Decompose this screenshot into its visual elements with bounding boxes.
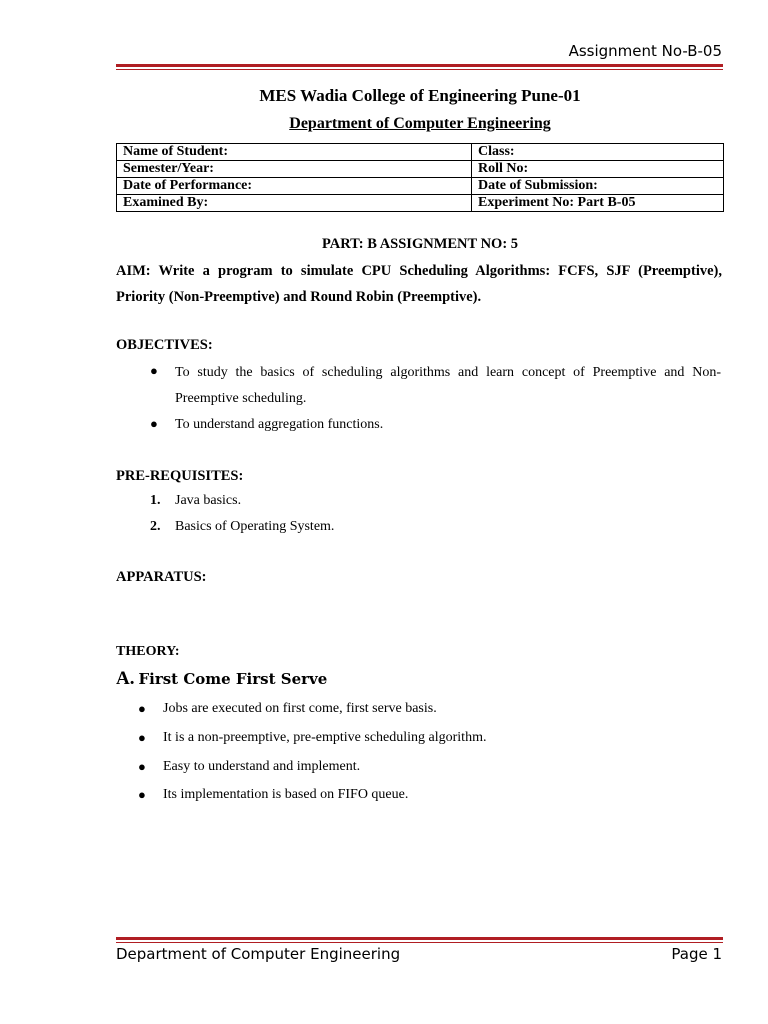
header-rule-thick: [116, 64, 723, 67]
section-a-title: [116, 668, 327, 690]
table-row: [117, 195, 724, 212]
bullet-icon: ●: [150, 363, 158, 378]
theory-heading: THEORY:: [116, 644, 180, 659]
table-row: [117, 178, 724, 195]
bullet-icon: ●: [150, 416, 158, 431]
prerequisite-item: Java basics.: [175, 493, 242, 508]
department-title: Department of Computer Engineering: [289, 115, 551, 132]
semester-year-cell: Semester/Year:: [117, 161, 472, 178]
objective-item: To study the basics of scheduling algorithms and learn concept of Preemptive and Non-Preemptive scheduling.: [175, 365, 721, 406]
bullet-icon: ●: [138, 730, 146, 745]
name-of-student-cell: Name of Student:: [117, 144, 472, 161]
section-a-heading: First Come First Serve: [138, 670, 328, 688]
class-cell: Class:: [472, 144, 724, 161]
date-of-submission-cell: Date of Submission:: [472, 178, 724, 195]
assignment-number: Assignment No-B-05: [568, 42, 722, 60]
date-of-performance-cell: Date of Performance:: [117, 178, 472, 195]
footer-department: Department of Computer Engineering: [116, 945, 401, 963]
footer-rule-thick: [116, 937, 723, 940]
fcfs-item: Easy to understand and implement.: [163, 759, 361, 774]
examined-by-cell: Examined By:: [117, 195, 472, 212]
bullet-icon: ●: [138, 701, 146, 716]
fcfs-item: Its implementation is based on FIFO queue.: [163, 787, 409, 802]
footer-rule-thin: [116, 942, 723, 943]
roll-no-cell: Roll No:: [472, 161, 724, 178]
objective-item: To understand aggregation functions.: [175, 417, 384, 432]
table-row: [117, 161, 724, 178]
student-info-table: [116, 143, 724, 212]
bullet-icon: ●: [138, 787, 146, 802]
prerequisite-item: Basics of Operating System.: [175, 519, 335, 534]
college-name: MES Wadia College of Engineering Pune-01: [259, 86, 581, 105]
aim-text: AIM: Write a program to simulate CPU Scheduling Algorithms: FCFS, SJF (Preemptive), Priority (Non-Preemptive) and Round Robin (Preemptive).: [116, 263, 722, 305]
prerequisites-heading: PRE-REQUISITES:: [116, 468, 244, 484]
objectives-heading: OBJECTIVES:: [116, 337, 213, 353]
footer-page-number: Page 1: [671, 945, 722, 963]
table-row: [117, 144, 724, 161]
fcfs-item: Jobs are executed on first come, first serve basis.: [163, 701, 437, 716]
fcfs-item: It is a non-preemptive, pre-emptive scheduling algorithm.: [163, 730, 487, 745]
part-heading: PART: B ASSIGNMENT NO: 5: [321, 236, 519, 252]
bullet-icon: ●: [138, 759, 146, 774]
section-a-letter: A.: [116, 668, 135, 689]
apparatus-heading: APPARATUS:: [116, 569, 207, 585]
list-number: 1.: [150, 493, 161, 508]
experiment-no-cell: Experiment No: Part B-05: [472, 195, 724, 212]
header-rule-thin: [116, 69, 723, 70]
list-number: 2.: [150, 519, 161, 534]
